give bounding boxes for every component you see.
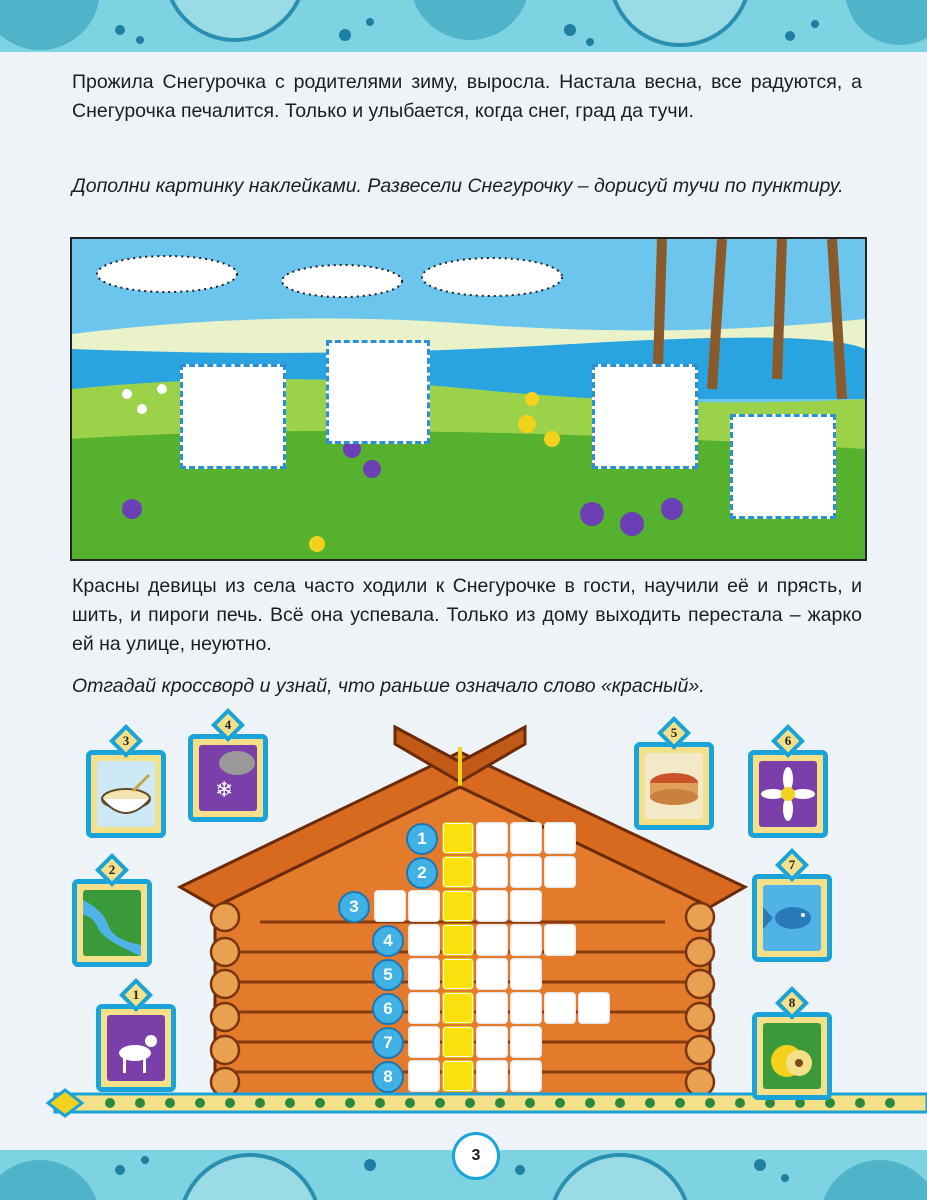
crossword-cell[interactable]	[510, 992, 542, 1024]
pie-icon	[645, 753, 703, 819]
clue-number-badge: 8	[775, 986, 809, 1020]
crossword-cell[interactable]	[476, 958, 508, 990]
clue-card-3	[86, 733, 166, 838]
clue-card-8	[752, 995, 832, 1100]
crossword-cell[interactable]	[408, 1026, 440, 1058]
porridge-bowl-icon	[97, 761, 155, 827]
crossword-cell[interactable]	[408, 958, 440, 990]
svg-text:❄: ❄	[215, 778, 234, 803]
clue-number-badge: 5	[657, 716, 691, 750]
clue-number-badge: 6	[771, 724, 805, 758]
snow-cloud-icon	[199, 745, 257, 811]
crossword-key-cell[interactable]	[442, 822, 474, 854]
river-icon	[83, 890, 141, 956]
clue-number-badge: 2	[95, 853, 129, 887]
crossword-cell[interactable]	[510, 856, 542, 888]
crossword-cell[interactable]	[544, 992, 576, 1024]
story-paragraph-2: Красны девицы из села часто ходили к Снегурочке в гости, научили её и прясть, и шить, и пироги печь. Всё она успевала. Только из дому выходить перестала – жарко ей на улице, неуютно.	[72, 575, 862, 655]
goat-icon	[107, 1015, 165, 1081]
crossword-row-number: 1	[406, 823, 438, 855]
crossword-row-number: 5	[372, 959, 404, 991]
clue-number-badge: 7	[775, 848, 809, 882]
task-instruction-crossword: Отгадай кроссворд и узнай, что раньше означало слово «красный».	[72, 675, 705, 697]
clue-card-1	[96, 987, 176, 1092]
clue-number-badge: 3	[109, 724, 143, 758]
crossword-row-number: 8	[372, 1061, 404, 1093]
page-number: 3	[452, 1132, 500, 1180]
crossword-cell[interactable]	[476, 890, 508, 922]
crossword-key-cell[interactable]	[442, 1060, 474, 1092]
quince-fruit-icon	[763, 1023, 821, 1089]
crossword-key-cell[interactable]	[442, 856, 474, 888]
crossword-cell[interactable]	[544, 856, 576, 888]
crossword-cell[interactable]	[476, 1026, 508, 1058]
crossword-cell[interactable]	[408, 992, 440, 1024]
crossword-key-cell[interactable]	[442, 1026, 474, 1058]
sticker-spot-1[interactable]	[180, 364, 286, 469]
clue-number-badge: 1	[119, 978, 153, 1012]
crossword-cell[interactable]	[408, 924, 440, 956]
crossword-cell[interactable]	[544, 924, 576, 956]
crossword-cell[interactable]	[510, 958, 542, 990]
clue-card-4	[188, 717, 268, 822]
crossword-cell[interactable]	[544, 822, 576, 854]
fish-icon	[763, 885, 821, 951]
crossword-cell[interactable]	[408, 1060, 440, 1092]
crossword-cell[interactable]	[476, 992, 508, 1024]
sticker-spot-3[interactable]	[592, 364, 698, 469]
crossword-cell[interactable]	[510, 1026, 542, 1058]
crossword-key-cell[interactable]	[442, 958, 474, 990]
crossword-cell[interactable]	[510, 822, 542, 854]
crossword-cell[interactable]	[578, 992, 610, 1024]
crossword-row-number: 6	[372, 993, 404, 1025]
crossword-area	[0, 712, 927, 1142]
clue-card-6	[748, 733, 828, 838]
spring-scene-illustration	[70, 237, 867, 561]
crossword-cell[interactable]	[476, 1060, 508, 1092]
crossword-row-number: 4	[372, 925, 404, 957]
crossword-cell[interactable]	[510, 924, 542, 956]
crossword-key-cell[interactable]	[442, 992, 474, 1024]
clue-card-2	[72, 862, 152, 967]
crossword-cell[interactable]	[510, 1060, 542, 1092]
crossword-cell[interactable]	[374, 890, 406, 922]
crossword-row-number: 3	[338, 891, 370, 923]
crossword-row-number: 2	[406, 857, 438, 889]
crossword-cell[interactable]	[408, 890, 440, 922]
crossword-cell[interactable]	[476, 924, 508, 956]
crossword-row-number: 7	[372, 1027, 404, 1059]
task-instruction-stickers: Дополни картинку наклейками. Развесели Снегурочку – дорисуй тучи по пунктиру.	[72, 175, 844, 197]
sticker-spot-4[interactable]	[730, 414, 836, 519]
clue-number-badge: 4	[211, 708, 245, 742]
crossword-key-cell[interactable]	[442, 890, 474, 922]
clue-card-7	[752, 857, 832, 962]
crossword-key-cell[interactable]	[442, 924, 474, 956]
story-paragraph-1: Прожила Снегурочка с родителями зиму, выросла. Настала весна, все радуются, а Снегурочка печалится. Только и улыбается, когда снег, град да тучи.	[72, 71, 862, 122]
clue-card-5	[634, 725, 714, 830]
crossword-cell[interactable]	[510, 890, 542, 922]
daisy-icon	[759, 761, 817, 827]
sticker-spot-2[interactable]	[326, 340, 430, 444]
crossword-cell[interactable]	[476, 856, 508, 888]
crossword-cell[interactable]	[476, 822, 508, 854]
top-decorative-band	[0, 0, 927, 52]
